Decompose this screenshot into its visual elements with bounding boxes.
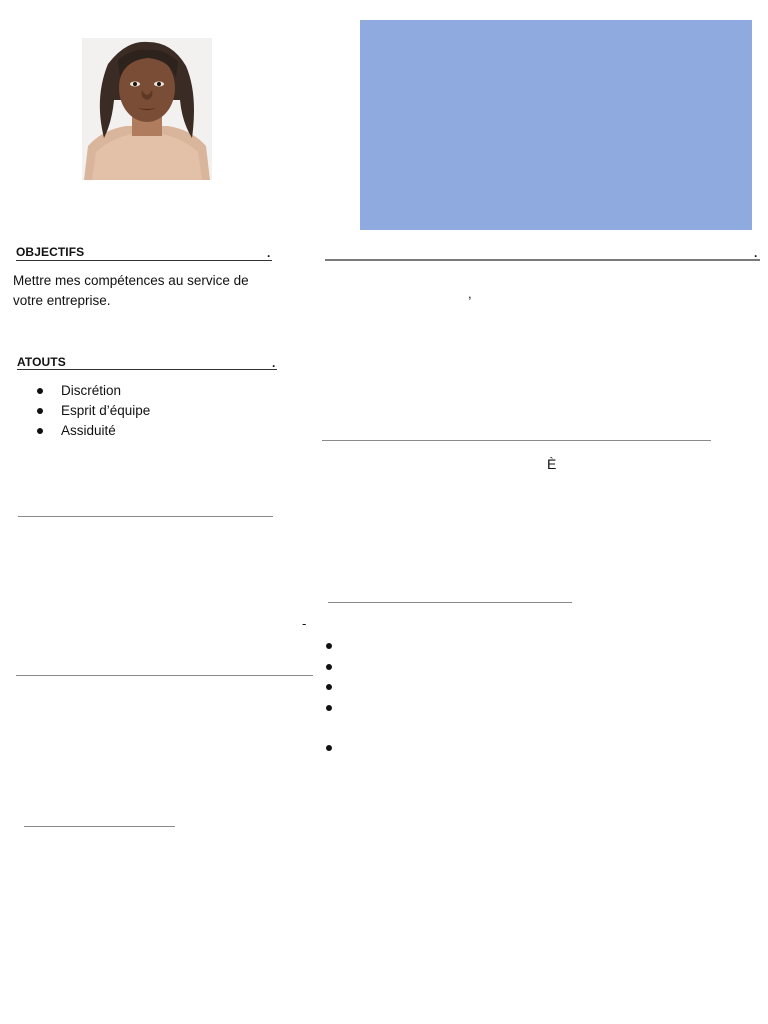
list-item [37, 401, 287, 421]
main-section-rule-1 [325, 259, 760, 261]
bullet-icon [326, 745, 332, 751]
atouts-heading: ATOUTS [17, 355, 66, 369]
list-item-label: Assiduité [61, 423, 116, 438]
atouts-heading-dot: . [272, 356, 276, 370]
bullet-icon [326, 684, 332, 690]
objectifs-underline [16, 260, 272, 261]
list-item [37, 381, 287, 401]
left-section-rule-1 [18, 516, 273, 517]
comma-mark: , [468, 286, 472, 301]
bullet-icon [37, 408, 43, 414]
main-section-dot: . [754, 246, 758, 260]
bullet-icon [326, 643, 332, 649]
objectifs-heading-dot: . [267, 246, 271, 260]
main-section-rule-2 [322, 440, 711, 441]
objectifs-heading: OBJECTIFS [16, 245, 85, 259]
header-color-block [360, 20, 752, 230]
dash-mark: - [302, 616, 307, 631]
bullet-icon [37, 388, 43, 394]
profile-photo [82, 38, 212, 180]
list-item-label: Esprit d’équipe [61, 403, 151, 418]
profile-photo-illustration [82, 38, 212, 180]
atouts-list [37, 381, 287, 441]
main-section-rule-3 [328, 602, 572, 603]
list-item-label: Discrétion [61, 383, 122, 398]
bullet-icon [326, 705, 332, 711]
bullet-icon [37, 428, 43, 434]
objectifs-text [13, 271, 303, 311]
accent-character: È [547, 456, 557, 472]
objectifs-text-line-1: Mettre mes compétences au service de [13, 273, 249, 288]
objectifs-text-line-2: votre entreprise. [13, 293, 111, 308]
list-item [37, 421, 287, 441]
left-section-rule-2 [16, 675, 313, 676]
bullet-icon [326, 664, 332, 670]
atouts-underline [17, 369, 277, 370]
left-section-rule-3 [24, 826, 175, 827]
